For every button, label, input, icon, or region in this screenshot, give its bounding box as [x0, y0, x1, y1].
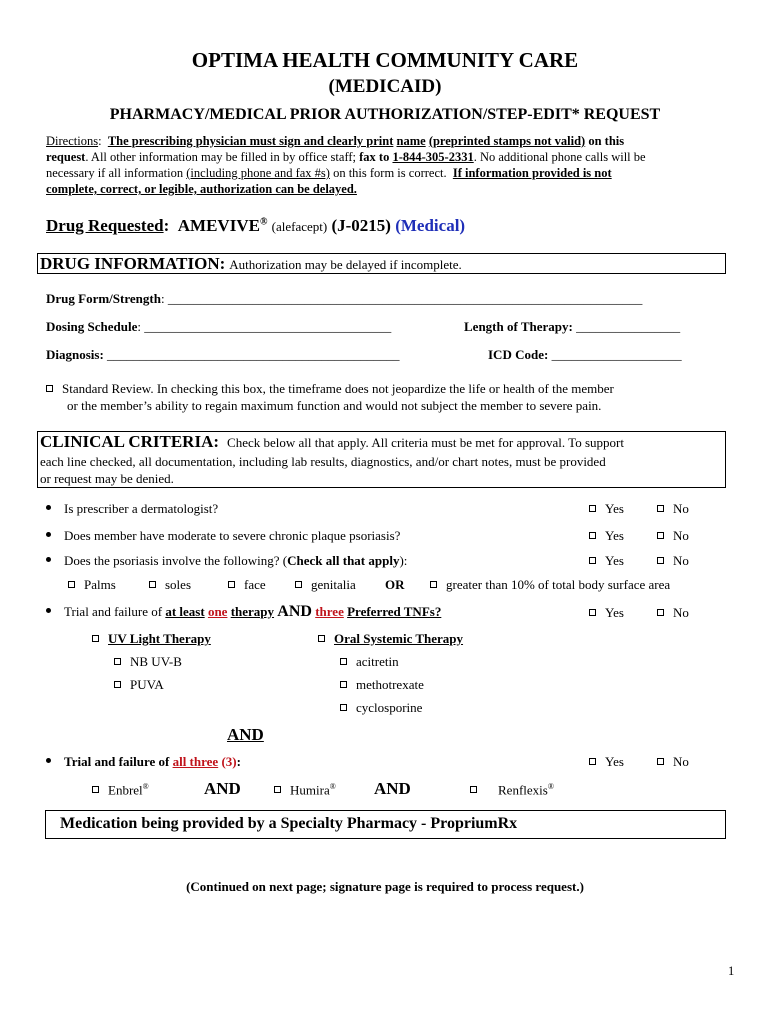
soles-checkbox[interactable] — [149, 581, 156, 588]
drug-info-title-row: DRUG INFORMATION: Authorization may be delayed if incomplete. — [40, 254, 462, 273]
clinical-intro-3: or request may be denied. — [40, 471, 174, 486]
site-soles[interactable]: soles — [149, 577, 191, 593]
directions-line-3: necessary if all information (including phone and fax #s) on this form is correct. If information provided is not — [46, 166, 612, 180]
q1-yes-checkbox[interactable] — [589, 505, 596, 512]
drug-generic: (alefacept) — [271, 219, 328, 234]
drug-route: (Medical) — [395, 216, 466, 235]
genitalia-checkbox[interactable] — [295, 581, 302, 588]
q1-yes[interactable]: Yes — [589, 501, 624, 517]
directions-line-2: request. All other information may be filled in by office staff; fax to 1-844-305-2331. No additional phone calls will be — [46, 150, 646, 164]
specialty-pharmacy-text: Medication being provided by a Specialty Pharmacy - PropriumRx — [60, 815, 518, 832]
dosing-schedule-field[interactable]: Dosing Schedule: ______________________________________ — [46, 319, 392, 334]
and-separator: AND — [227, 725, 264, 744]
program-subtitle: (MEDICAID) — [328, 76, 442, 97]
q4-yes[interactable]: Yes — [589, 605, 624, 621]
bsa-checkbox[interactable] — [430, 581, 437, 588]
q4-no[interactable]: No — [657, 605, 689, 621]
directions-line-4: complete, correct, or legible, authorization can be delayed. — [46, 182, 357, 196]
cyclosporine-checkbox[interactable] — [340, 704, 347, 711]
q5-no-checkbox[interactable] — [657, 758, 664, 765]
q5-yes[interactable]: Yes — [589, 754, 624, 770]
q4-yes-checkbox[interactable] — [589, 609, 596, 616]
q3-yes-checkbox[interactable] — [589, 557, 596, 564]
fax-number: 1-844-305-2331 — [392, 150, 474, 164]
drug-name: AMEVIVE — [177, 216, 260, 235]
face-checkbox[interactable] — [228, 581, 235, 588]
q3-yes[interactable]: Yes — [589, 553, 624, 569]
acitretin-checkbox[interactable] — [340, 658, 347, 665]
uv-light-therapy[interactable]: UV Light Therapy — [92, 631, 211, 647]
oral-methotrexate[interactable]: methotrexate — [340, 677, 424, 693]
humira-checkbox[interactable] — [274, 786, 281, 793]
oral-cyclosporine[interactable]: cyclosporine — [340, 700, 422, 716]
org-title: OPTIMA HEALTH COMMUNITY CARE — [191, 48, 579, 72]
diagnosis-field[interactable]: Diagnosis: _____________________________________________ — [46, 347, 400, 362]
methotrexate-checkbox[interactable] — [340, 681, 347, 688]
q2-no[interactable]: No — [657, 528, 689, 544]
drug-humira[interactable]: Humira® — [274, 782, 336, 798]
question-trial-tnf: Trial and failure of all three (3): — [46, 754, 241, 770]
page-number: 1 — [728, 964, 735, 978]
puva-checkbox[interactable] — [114, 681, 121, 688]
clinical-title-row: CLINICAL CRITERIA: Check below all that apply. All criteria must be met for approval. To support — [40, 432, 624, 451]
oral-acitretin[interactable]: acitretin — [340, 654, 399, 670]
clinical-intro-2: each line checked, all documentation, including lab results, diagnostics, and/or chart notes, must be provided — [40, 454, 606, 469]
drug-code: (J-0215) — [331, 216, 391, 235]
q5-no[interactable]: No — [657, 754, 689, 770]
site-face[interactable]: face — [228, 577, 266, 593]
continued-note: (Continued on next page; signature page is required to process request.) — [186, 879, 584, 894]
q3-no[interactable]: No — [657, 553, 689, 569]
nbuvb-checkbox[interactable] — [114, 658, 121, 665]
q2-yes[interactable]: Yes — [589, 528, 624, 544]
form-title: PHARMACY/MEDICAL PRIOR AUTHORIZATION/STEP-EDIT* REQUEST — [109, 106, 661, 123]
and-humira-renflexis: AND — [374, 779, 411, 798]
directions-line-1: Directions: The prescribing physician must sign and clearly print name (preprinted stamps not valid) on this — [46, 134, 625, 148]
drug-enbrel[interactable]: Enbrel® — [92, 782, 149, 798]
question-psoriasis-involvement: Does the psoriasis involve the following? (Check all that apply): — [46, 553, 407, 569]
site-palms[interactable]: Palms — [68, 577, 116, 593]
site-or: OR — [385, 577, 405, 592]
and-enbrel-humira: AND — [204, 779, 241, 798]
question-plaque-psoriasis: Does member have moderate to severe chronic plaque psoriasis? — [46, 528, 400, 544]
q1-no[interactable]: No — [657, 501, 689, 517]
standard-review-line-2: or the member’s ability to regain maximum function and would not subject the member to severe pain. — [67, 398, 602, 413]
site-genitalia[interactable]: genitalia — [295, 577, 356, 593]
palms-checkbox[interactable] — [68, 581, 75, 588]
q4-no-checkbox[interactable] — [657, 609, 664, 616]
question-dermatologist: Is prescriber a dermatologist? — [46, 501, 218, 517]
length-of-therapy-field[interactable]: Length of Therapy: ________________ — [464, 319, 681, 334]
icd-code-field[interactable]: ICD Code: ____________________ — [488, 347, 682, 362]
uv-therapy-checkbox[interactable] — [92, 635, 99, 642]
site-bsa[interactable]: greater than 10% of total body surface area — [430, 577, 670, 593]
question-trial-therapy: Trial and failure of at least one therapy AND three Preferred TNFs? — [46, 603, 441, 621]
uv-puva[interactable]: PUVA — [114, 677, 164, 693]
standard-review-checkbox[interactable] — [46, 385, 53, 392]
q2-no-checkbox[interactable] — [657, 532, 664, 539]
drug-requested: Drug Requested: AMEVIVE® (alefacept) (J-0215) (Medical) — [46, 216, 466, 235]
drug-requested-label: Drug Requested — [46, 216, 164, 235]
standard-review-row: Standard Review. In checking this box, the timeframe does not jeopardize the life or health of the member — [46, 381, 614, 397]
q1-no-checkbox[interactable] — [657, 505, 664, 512]
drug-renflexis[interactable]: Renflexis® — [470, 782, 554, 798]
q3-no-checkbox[interactable] — [657, 557, 664, 564]
renflexis-checkbox[interactable] — [470, 786, 477, 793]
oral-therapy-checkbox[interactable] — [318, 635, 325, 642]
oral-systemic-therapy[interactable]: Oral Systemic Therapy — [318, 631, 463, 647]
uv-nbuvb[interactable]: NB UV-B — [114, 654, 182, 670]
enbrel-checkbox[interactable] — [92, 786, 99, 793]
q5-yes-checkbox[interactable] — [589, 758, 596, 765]
q2-yes-checkbox[interactable] — [589, 532, 596, 539]
directions-label: Directions — [46, 134, 99, 148]
drug-form-strength-field[interactable]: Drug Form/Strength: _________________________________________________________________________ — [46, 291, 643, 306]
